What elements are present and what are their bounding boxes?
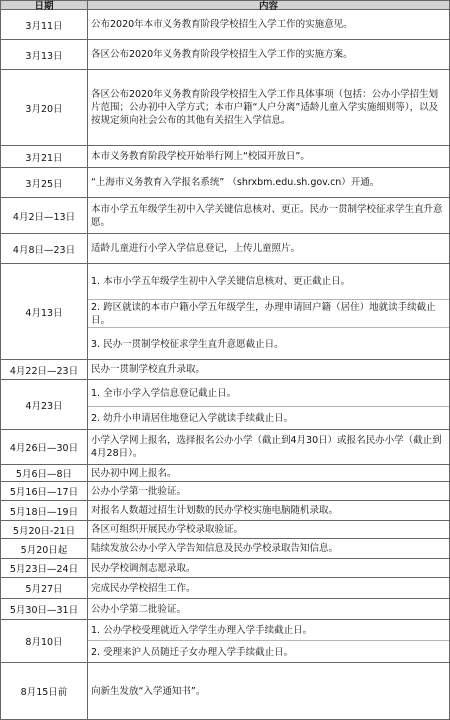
header-content: 内容 [87,0,450,10]
content-subitem [88,380,449,407]
row-date [0,465,87,482]
date-text: 5月30日—31日 [9,605,79,616]
row-date [0,264,87,360]
subitem-text: 1. 公办学校受理就近入学学生办理入学手续截止日。 [91,624,313,636]
row-content [87,663,450,720]
content-text: 本市义务教育阶段学校开始举行网上“校园开放日”。 [91,151,310,162]
row-content [87,198,450,234]
row-content [87,501,450,521]
row-content [87,10,450,40]
date-text: 5月20日-21日 [12,525,76,537]
row-date [0,578,87,599]
row-date [0,501,87,521]
date-text: 5月20日起 [20,544,68,556]
date-text: 4月22日—23日 [9,365,79,377]
table-row [0,521,450,539]
content-text: 适龄儿童进行小学入学信息登记，上传儿童照片。 [91,243,301,254]
table-row [0,40,450,70]
content-text: 民办一贯制学校直升录取。 [91,364,206,375]
row-date [0,234,87,264]
content-text: 民办初中网上报名。 [91,467,177,479]
row-content [87,482,450,501]
content-text: 公办小学第二批验证。 [91,603,187,615]
content-subitem [88,300,449,328]
content-text: 向新生发放“入学通知书”。 [91,685,206,697]
table-row [0,430,450,465]
date-text: 3月11日 [25,20,63,32]
date-text: 5月23日—24日 [9,564,79,575]
row-content [87,465,450,482]
row-content [87,264,450,360]
row-content [87,70,450,146]
row-date [0,198,87,234]
date-text: 3月25日 [25,178,63,190]
table-row [0,482,450,501]
subitem-text: 2. 受理来沪人员随迁子女办理入学手续截止日。 [91,646,294,658]
table-row [0,70,450,146]
table-row [0,620,450,663]
table-row [0,234,450,264]
row-date [0,430,87,465]
table-row [0,559,450,578]
date-text: 5月27日 [25,584,63,595]
row-date [0,539,87,559]
row-content [87,539,450,559]
row-content [87,559,450,578]
row-content [87,599,450,620]
row-date [0,380,87,430]
row-date [0,70,87,146]
subitem-text: 1. 全市小学入学信息登记截止日。 [91,387,237,399]
date-text: 4月13日 [25,307,63,319]
date-text: 5月18日—19日 [9,506,79,518]
content-subitem [88,620,449,641]
table-header [0,0,450,10]
table-row [0,264,450,360]
content-text: 公布2020年本市义务教育阶段学校招生入学工作的实施意见。 [91,19,353,30]
row-content [87,430,450,465]
content-text: 公办小学第一批验证。 [91,485,187,497]
row-date [0,146,87,168]
row-date [0,620,87,663]
row-date [0,360,87,380]
date-text: 4月23日 [25,400,63,412]
subitem-text: 3. 民办一贯制学校征求学生直升意愿截止日。 [91,338,284,350]
row-content [87,360,450,380]
table-row [0,501,450,521]
subitem-text: 2. 幼升小申请居住地登记入学就读手续截止日。 [91,413,294,424]
date-text: 3月21日 [25,152,63,164]
date-text: 8月15日前 [20,687,68,698]
date-text: 4月26日—30日 [9,443,79,454]
row-date [0,559,87,578]
content-text: 各区公布2020年义务教育阶段学校招生入学工作的实施方案。 [91,49,353,60]
content-text: 陆续发放公办小学入学告知信息及民办学校录取告知信息。 [91,543,339,554]
content-subitem [88,264,449,300]
subitem-text: 2. 跨区就读的本市户籍小学五年级学生，办理申请回户籍（居住）地就读手续截止日。 [91,301,436,326]
table-row [0,539,450,559]
row-date [0,482,87,501]
table-row [0,198,450,234]
row-date [0,10,87,40]
table-row [0,663,450,720]
content-text: 民办学校调剂志愿录取。 [91,562,196,574]
row-content [87,620,450,663]
row-date [0,599,87,620]
content-text: 完成民办学校招生工作。 [91,582,196,594]
row-content [87,521,450,539]
row-content [87,40,450,70]
content-text: 小学入学网上报名，选择报名公办小学（截止到4月30日）或报名民办小学（截止到4月28日）。 [91,435,442,459]
date-text: 3月20日 [25,103,63,115]
row-date [0,521,87,539]
date-text: 3月13日 [25,50,63,62]
row-content [87,146,450,168]
date-text: 4月8日—23日 [12,244,76,256]
table-row [0,465,450,482]
row-date [0,168,87,198]
date-text: 5月6日—8日 [15,469,73,480]
header-date: 日期 [0,0,87,10]
row-date [0,663,87,720]
row-content [87,380,450,430]
content-text: 对报名人数超过招生计划数的民办学校实施电脑随机录取。 [91,505,339,516]
table-row [0,168,450,198]
subitem-text: 1. 本市小学五年级学生初中入学关键信息核对、更正截止日。 [91,276,351,287]
table-row [0,360,450,380]
table-row [0,146,450,168]
row-date [0,40,87,70]
content-subitem [88,328,449,360]
date-text: 4月2日—13日 [12,211,76,223]
content-text: 各区可组织开展民办学校录取验证。 [91,524,244,535]
row-content [87,234,450,264]
row-content [87,168,450,198]
date-text: 5月16日—17日 [9,487,79,498]
content-text: 各区公布2020年义务教育阶段学校招生入学工作具体事项（包括：公办小学招生划片范围；公办初中入学方式；本市户籍“人户分离”适龄儿童入学实施细则等），以及按规定须向社会公布的其他有关招生入学信息。 [91,89,439,126]
content-text: “上海市义务教育入学报名系统” （shrxbm.edu.sh.gov.cn）开通。 [91,177,380,188]
content-text: 本市小学五年级学生初中入学关键信息核对、更正。民办一贯制学校征求学生直升意愿。 [91,203,443,228]
table-row [0,599,450,620]
date-text: 8月10日 [25,637,63,648]
table-row [0,380,450,430]
content-subitem [88,407,449,430]
content-subitem [88,641,449,663]
table-row [0,578,450,599]
table-row [0,10,450,40]
row-content [87,578,450,599]
